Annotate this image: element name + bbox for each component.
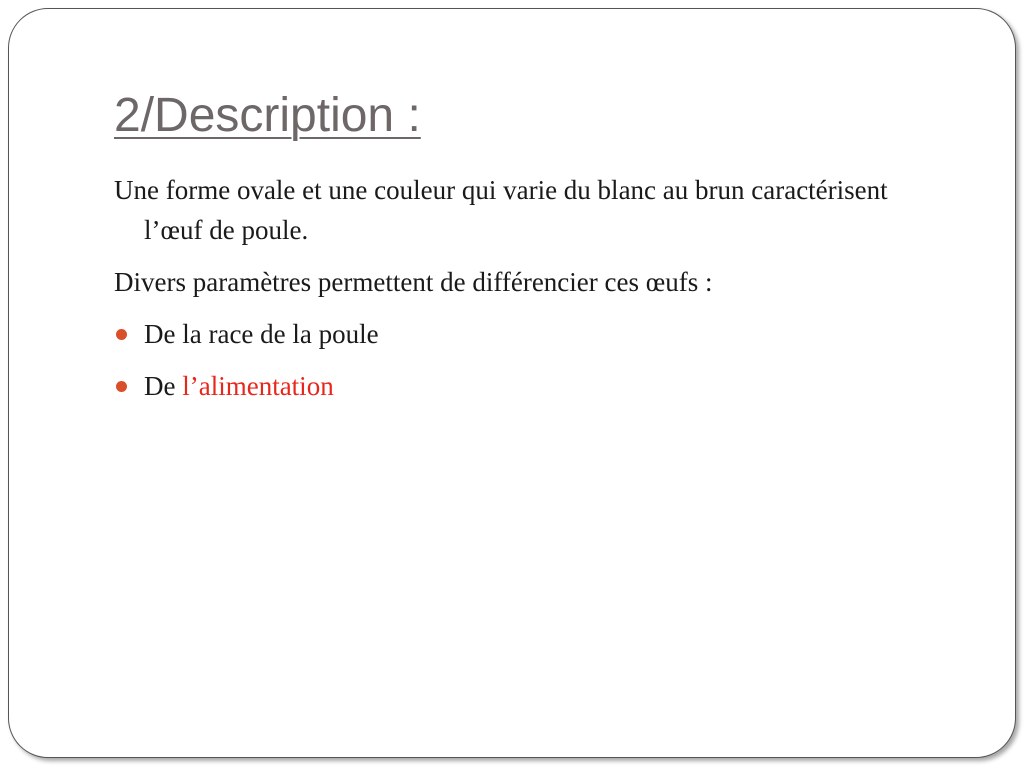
bullet-item-alimentation	[114, 366, 914, 406]
slide-title: 2/Description :	[114, 89, 421, 142]
bullet-item-race	[114, 314, 914, 354]
paragraph-description: Une forme ovale et une couleur qui varie du blanc au brun caractérisent l’œuf de poule.	[114, 175, 888, 245]
bullet-text: De la race de la poule	[144, 319, 379, 349]
paragraph-parameters: Divers paramètres permettent de différencier ces œufs :	[114, 267, 713, 297]
highlighted-term: l’alimentation	[182, 371, 334, 401]
slide-content	[114, 170, 914, 418]
bullet-prefix: De	[144, 371, 183, 401]
bullet-dot-icon	[116, 381, 127, 392]
bullet-dot-icon	[116, 329, 127, 340]
